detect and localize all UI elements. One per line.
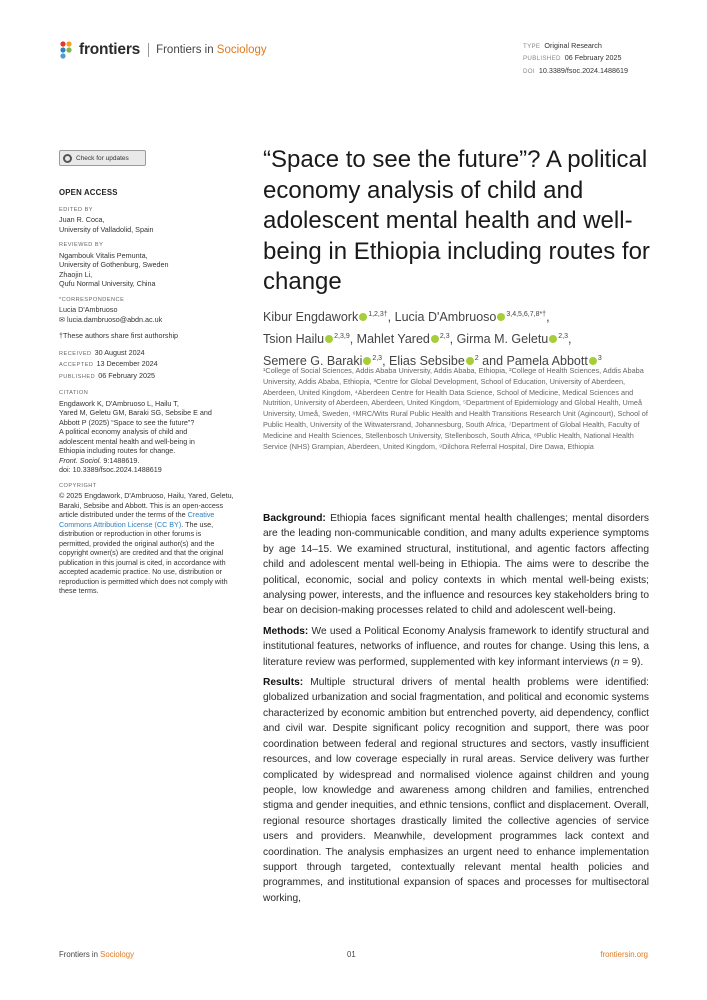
article-title: “Space to see the future”? A political economy analysis of child and adolescent mental health and well-being in Ethiopia including routes for change <box>263 146 650 295</box>
abstract-background: Background: Ethiopia faces significant mental health challenges; mental disorders are the leading non-communicable condition, and many adults experience symptoms by age 14–15. We examined structural, institutional, and agentic factors affecting child and adolescent mental well-being in Ethiopia. The aims were to describe the political, economic, social and policy contexts in which mental well-being exists; analysing power, interests, and the influence and resources key stakeholders bring to bear on decision-making processes related to child and adolescent well-being. <box>263 513 649 617</box>
meta-type: TYPE Original Research <box>523 41 602 50</box>
orcid-icon[interactable] <box>363 357 371 365</box>
author[interactable]: Semere G. Baraki $^{2,3}$ <box>263 354 383 369</box>
citation-doi[interactable]: doi: 10.3389/fsoc.2024.1488619 <box>59 465 162 474</box>
page-number: 01 <box>347 950 356 959</box>
orcid-icon[interactable] <box>431 335 439 343</box>
orcid-icon[interactable] <box>466 357 474 365</box>
mail-icon: ✉ <box>59 314 68 324</box>
edited-by-block: EDITED BY Juan R. Coca, University of Valladolid, Spain <box>59 206 154 234</box>
email-link[interactable]: ✉ lucia.dambruoso@abdn.ac.uk <box>59 314 163 324</box>
frontiers-logo[interactable] <box>58 41 267 59</box>
footer-journal: Frontiers in Sociology <box>59 950 134 959</box>
author[interactable]: Tsion Hailu $^{2,3,9}$ <box>263 332 350 347</box>
logo-divider <box>148 43 149 57</box>
author[interactable]: Kibur Engdawork $^{1,2,3\dagger}$ <box>263 310 388 325</box>
abstract-methods: Methods: We used a Political Economy Analysis framework to identify structural and institutional features, networks of influence, and routes for change. Using this lens, a literature review was performed, supplemented with key informant interviews (n = 9). <box>263 625 649 668</box>
abstract-results: Results: Multiple structural drivers of mental health problems were identified: globalized urbanization and social fragmentation, and political and economic systems characterized by economic ambition but entrenched poverty, aid dependency, conflict and civil war. Despite significant policy recognition and support, there was poor coordination between federal and regional structures and sectors, vastly insufficient resources, and low coverage especially in rural areas. Service delivery was further complicated by widespread and normalised violence against children and young people, low knowledge and awareness among children and families, entrenched stigma and gender inequities, and ethnic tensions, conflict and displacement. Overall, regional resource shortages drastically limited the collective agencies of service users and providers. Meanwhile, development programmes lack context and coordination. The analysis emphasizes an urgent need to enhance implementation support through targeted, contextually relevant mental health policies and programmes, and institutional expansion of spaces and processes for multisectoral working, <box>263 677 649 904</box>
journal-name[interactable]: Frontiers in Sociology <box>156 44 267 56</box>
orcid-icon[interactable] <box>359 313 367 321</box>
cc-by-license-link[interactable]: Creative Commons Attribution License (CC BY) <box>59 510 215 529</box>
author[interactable]: Pamela Abbott $^3$ <box>506 354 602 369</box>
reviewed-by-block: REVIEWED BY Ngambouk Vitalis Pemunta, University of Gothenburg, Sweden Zhaojin Li, Qufu Normal University, China <box>59 242 169 288</box>
article-sidebar <box>59 188 234 603</box>
meta-doi[interactable]: DOI 10.3389/fsoc.2024.1488619 <box>523 65 629 75</box>
check-for-updates-button[interactable] <box>59 150 146 166</box>
authorship-footnote: †These authors share first authorship <box>59 331 179 340</box>
affiliations: ¹College of Social Sciences, Addis Ababa University, Addis Ababa, Ethiopia, ²College of Health Sciences, Addis Ababa University, Addis Ababa, Ethiopia, ³Centre for Global Development, School of Education, University of Aberdeen, Aberdeen, United Kingdom, ⁴Aberdeen Centre for Health Data Science, School of Medicine, Medical Sciences and Nutrition, University of Aberdeen, Aberdeen, United Kingdom, ⁵Department of Epidemiology and Global Health, Umeå University, Umeå, Sweden, ⁶MRC/Wits Rural Public Health and Health Transitions Research Unit (Agincourt), School of Public Health, University of the Witwatersrand, Johannesburg, South Africa, ⁷Department of Global Health, Faculty of Medicine and Health Sciences, Stellenbosch University, Stellenbosch, South Africa, ⁸Public Health, National Health Service (NHS) Grampian, Aberdeen, United Kingdom, ⁹Dilchora Referral Hospital, Dire Dawa, Ethiopia <box>263 366 648 451</box>
author[interactable]: Elias Sebsibe $^2$ <box>389 354 479 369</box>
update-icon <box>63 154 72 163</box>
footer-site-link[interactable]: frontiersin.org <box>600 950 648 959</box>
article-meta <box>523 40 628 77</box>
orcid-icon[interactable] <box>549 335 557 343</box>
author[interactable]: Girma M. Geletu $^{2,3}$ <box>456 332 568 347</box>
citation-block: CITATION Engdawork K, D'Ambruoso L, Hailu T, Yared M, Geletu GM, Baraki SG, Sebsibe E and Abbott P (2025) “Space to see the future”? A political economy analysis of child and adolescent mental health and well-being in Ethiopia including routes for change. Front. Sociol. 9:1488619. doi: 10.3389/fsoc.2024.1488619 <box>59 389 234 475</box>
orcid-icon[interactable] <box>325 335 333 343</box>
abstract <box>263 511 649 911</box>
author[interactable]: Lucia D'Ambruoso $^{3,4,5,6,7,8*\dagger}$ <box>394 310 547 325</box>
frontiers-logo-icon <box>58 41 74 59</box>
orcid-icon[interactable] <box>497 313 505 321</box>
correspondence-block: *CORRESPONDENCE Lucia D'Ambruoso ✉ lucia.dambruoso@abdn.ac.uk <box>59 296 234 325</box>
orcid-icon[interactable] <box>589 357 597 365</box>
author-list: Kibur Engdawork $^{1,2,3\dagger}$, Lucia D'Ambruoso $^{3,4,5,6,7,8*\dagger}$, Tsion Hailu $^{2,3,9}$, Mahlet Yared $^{2,3}$, Girma M. Geletu $^{2,3}$, Semere G. Baraki $^{2,3}$, Elias Sebsibe $^2$ and Pamela Abbott $^3$ <box>263 310 602 369</box>
check-for-updates-label: Check for updates <box>76 154 129 162</box>
copyright-block: COPYRIGHT © 2025 Engdawork, D'Ambruoso, Hailu, Yared, Geletu, Baraki, Sebsibe and Abbott. This is an open-access article distributed under the terms of the Creative Commons Attribution License (CC BY). The use, distribution or reproduction in other forums is permitted, provided the original author(s) and the copyright owner(s) are credited and that the original publication in this journal is cited, in accordance with accepted academic practice. No use, distribution or reproduction is permitted which does not comply with these terms. <box>59 482 234 595</box>
meta-published: PUBLISHED 06 February 2025 <box>523 53 622 63</box>
author[interactable]: Mahlet Yared $^{2,3}$ <box>356 332 450 347</box>
brand-name: frontiers <box>79 41 141 58</box>
open-access-label: OPEN ACCESS <box>59 188 118 197</box>
dates-block: RECEIVED 30 August 2024 ACCEPTED 13 December 2024 PUBLISHED 06 February 2025 <box>59 347 158 380</box>
